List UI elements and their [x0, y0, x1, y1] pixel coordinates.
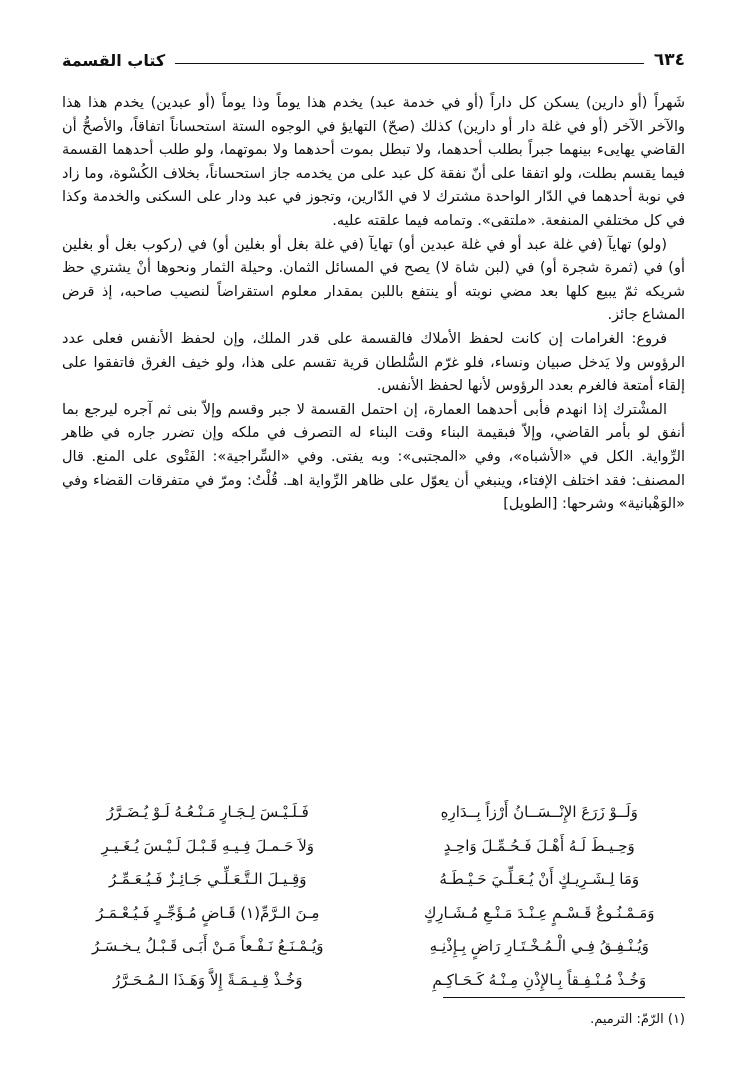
verse-second-hemistich: مِـنَ الـرَّمِّ(١) قَـاضٍ مُـؤَجِّـرٍ فَـيُـعْـمَـرُ — [96, 903, 320, 922]
verse-second-hemistich: وَخُـذْ قِـيـمَـةً إِلاَّ وَهَـذَا الـمُـحَـرَّرُ — [112, 970, 303, 989]
page-number: ٦٣٤ — [653, 50, 685, 70]
verse-first-hemistich: وَمَـمْـنُـوعٌ قَـسْـمٍ عِـنْـدَ مَـنْـعِ مُـشَـارِكٍ — [423, 903, 655, 922]
paragraph-2: (ولو) تهايآ (في غلة عبد أو في غلة عبدين أو) تهايآ (في غلة بغل أو بغلين أو) في (ركوب بغل أو بغلين أو) في (ثمرة شجرة أو) في (لبن شاة لا) يصح في المسائل الثمان. وحيلة الثمار ونحوها أنْ يشتري حظ شريكه ثمّ يبيع كلها بعد مضي نوبته أو ينتفع باللبن بمقدار معلوم استقراضاً لنصيب صاحبه، إذ قرض المشاع جائز. — [62, 236, 685, 324]
footnote: (١) الرّمّ: الترميم. — [590, 1012, 685, 1027]
paragraph-4: المشْترك إذا انهدم فأبى أحدهما العمارة، إن احتمل القسمة لا جبر وقسم وإلاّ بنى ثم آجره ليرجع بما أنفق لو بأمر القاضي، وإلاّ فبقيمة البناء وقت البناء له التصرف في ملكه وإن تضرر جاره في ظاهر الرِّواية. الكل في «الأشباه»، وفي «المجتبى»: وبه يفتى. وفي «السِّراجية»: الفَتْوى على المنع. قال المصنف: فقد اختلف الإفتاء، وينبغي أن يعوّل على ظاهر الرِّواية اهـ. قُلْتُ: ومرّ في متفرقات القضاء وفي «الوَهْبانية» وشرحها: [الطويل] — [62, 401, 685, 513]
verse-first-hemistich: وَخُـذْ مُـنْـفِـقاً بِـالإِذْنِ مِـنْـهُ كَـحَـاكِـمِ — [432, 970, 647, 989]
verse-first-hemistich: وَيُـنْـفِـقُ فِـي الْـمُـخْـتَـارِ رَاضٍ بِـإِذْنِـهِ — [429, 937, 649, 955]
verse-first-hemistich: وَمَا لِـشَـرِيـكٍ أَنْ يُـعَـلِّـيَ حَـيْـطَـهُ — [439, 870, 640, 888]
paragraph-3: فروع: الغرامات إن كانت لحفظ الأملاك فالقسمة على قدر الملك، وإن لحفظ الأنفس فعلى عدد الرؤوس ولا يَدخل صبيان ونساء، فلو غرّم السُّلطان قرية تقسم على هذا، ولو خيف الغرق فاتفقوا على إلقاء أمتعة فالغرم بعدد الرؤوس لأنها لحفظ الأنفس. — [62, 330, 685, 395]
paragraph-1: شَهراً (أو دارين) يسكن كل داراً (أو في خدمة عبد) يخدم هذا يوماً وذا يوماً (أو عبدين) يخدم هذا هذا والآخر الآخر (أو في غلة دار أو دارين) كذلك (صحّ) التهايؤ في الوجوه الستة استحساناً اتفاقاً، والأصحُّ أن القاضي يهايىء بينهما جبراً بطلب أحدهما، ولا تبطل بموت أحدهما ولا بموتهما، ولو طلب أحدهما القسمة فيما يقسم بطلت، ولو اتفقا على أنّ نفقة كل عبد على من يخدمه جاز استحساناً، بخلاف الكُسْوة، وما زاد في نوبة أحدهما في الدّار الواحدة مشترك لا في الدّارين، وتجوز في عبد ودار على السكنى والخدمة وكذا في كل مختلفي المنفعة. «ملتقى». وتمامه فيما علقته عليه. — [62, 95, 685, 229]
verse-first-hemistich: وَلَــوْ زَرَعَ الإِنْــسَــانُ أَرْزاً بِــدَارِهِ — [440, 803, 638, 821]
verse-second-hemistich: وَلاَ حَـمـلَ فِـيـهِ قَـبْـلَ لَـيْـسَ يُـغَـيـرِ — [101, 836, 314, 855]
verse-first-hemistich: وَحِـيـطَ لَـهُ أَهْـلَ فَـحُـمِّـلَ وَاحِـدٍ — [443, 836, 635, 855]
poem-right-column — [394, 796, 686, 997]
poem — [62, 796, 685, 997]
book-title: كتاب القسمة — [62, 51, 166, 70]
verse-second-hemistich: فَـلَـيْـسَ لِـجَـارٍ مَـنْـعُـهُ لَـوْ يُـضَـرَّرُ — [106, 803, 309, 821]
poem-left-column — [62, 796, 354, 997]
verse-second-hemistich: وَقِـيـلَ الـتَّـعَـلِّـي جَـائِـزٌ فَـيُـعَـمِّـرُ — [109, 870, 307, 888]
main-text — [62, 92, 685, 517]
footnote-rule — [443, 997, 685, 998]
verse-second-hemistich: وَيُـمْـنَـعُ نَـفْـعاً مَـنْ أَبَـى قَـبْـلُ يـخـسَـرُ — [91, 937, 324, 955]
page-header — [62, 46, 685, 70]
header-rule — [175, 63, 644, 64]
